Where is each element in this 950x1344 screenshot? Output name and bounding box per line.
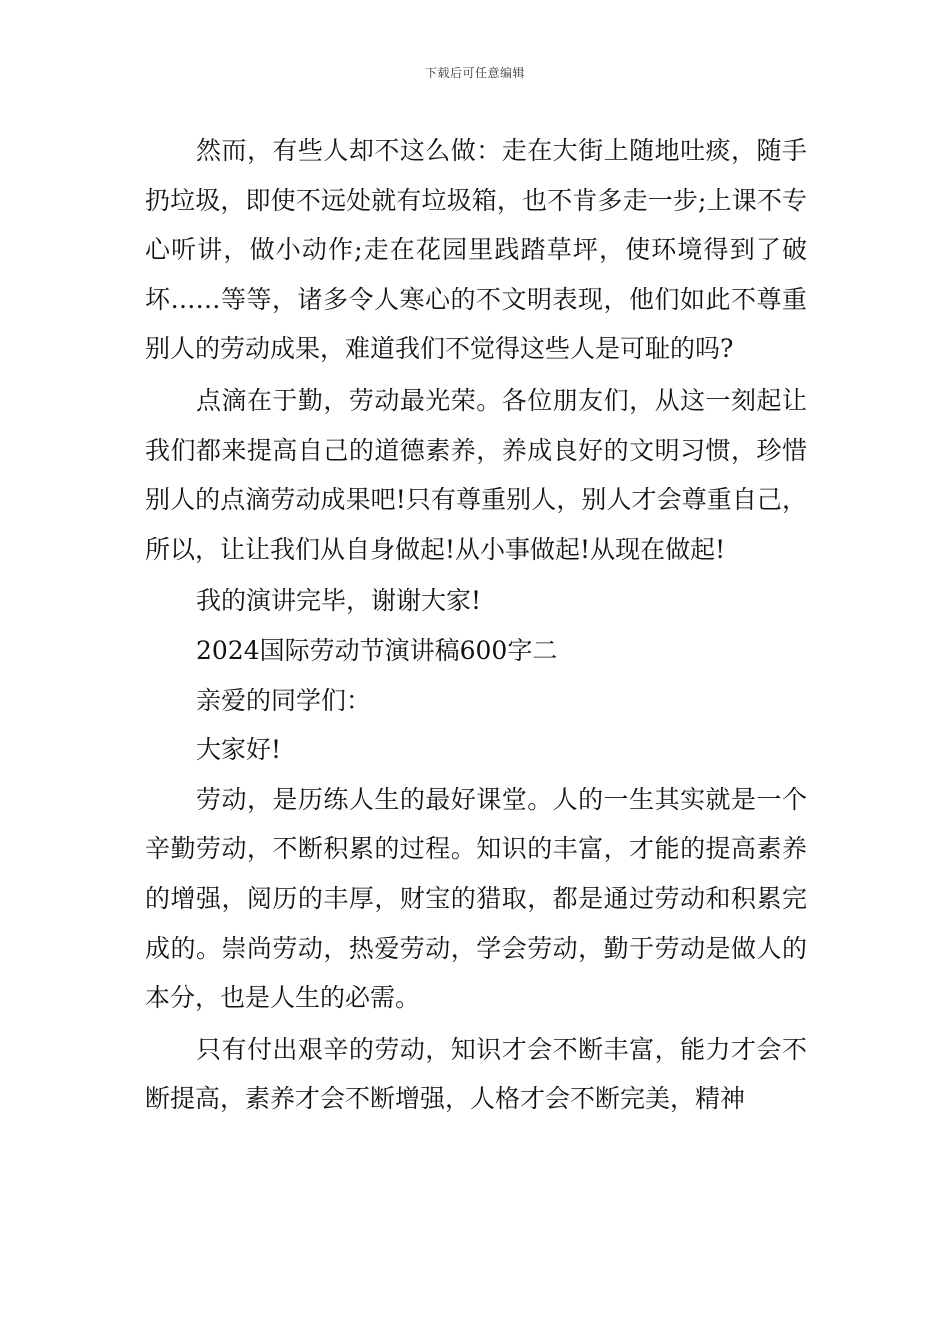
document-body xyxy=(145,126,807,1124)
paragraph-labor-classroom: 劳动，是历练人生的最好课堂。人的一生其实就是一个辛勤劳动，不断积累的过程。知识的丰富，才能的提高素养的增强，阅历的丰厚，财宝的猎取，都是通过劳动和积累完成的。崇尚劳动，热爱劳动，学会劳动，勤于劳动是做人的本分，也是人生的必需。 xyxy=(145,784,807,1013)
paragraph-uncivil-behavior: 然而，有些人却不这么做：走在大街上随地吐痰，随手扔垃圾，即使不远处就有垃圾箱，也不肯多走一步;上课不专心听讲，做小动作;走在花园里践踏草坪，使环境得到了破坏……等等，诸多令人寒心的不文明表现，他们如此不尊重别人的劳动成果，难道我们不觉得这些人是可耻的吗? xyxy=(145,136,807,364)
paragraph-hard-work: 只有付出艰辛的劳动，知识才会不断丰富，能力才会不断提高，素养才会不断增强，人格才会不断完美，精神 xyxy=(145,1034,807,1114)
salutation: 亲爱的同学们： xyxy=(196,685,372,715)
paragraph-closing: 我的演讲完毕，谢谢大家! xyxy=(196,586,482,616)
section-title: 2024国际劳动节演讲稿600字二 xyxy=(196,635,558,665)
page-header: 下载后可任意编辑 xyxy=(424,66,525,80)
greeting: 大家好! xyxy=(196,735,282,765)
paragraph-labor-glory: 点滴在于勤，劳动最光荣。各位朋友们，从这一刻起让我们都来提高自己的道德素养，养成良好的文明习惯，珍惜别人的点滴劳动成果吧!只有尊重别人，别人才会尊重自己，所以，让让我们从自身做起!从小事做起!从现在做起! xyxy=(145,385,807,564)
